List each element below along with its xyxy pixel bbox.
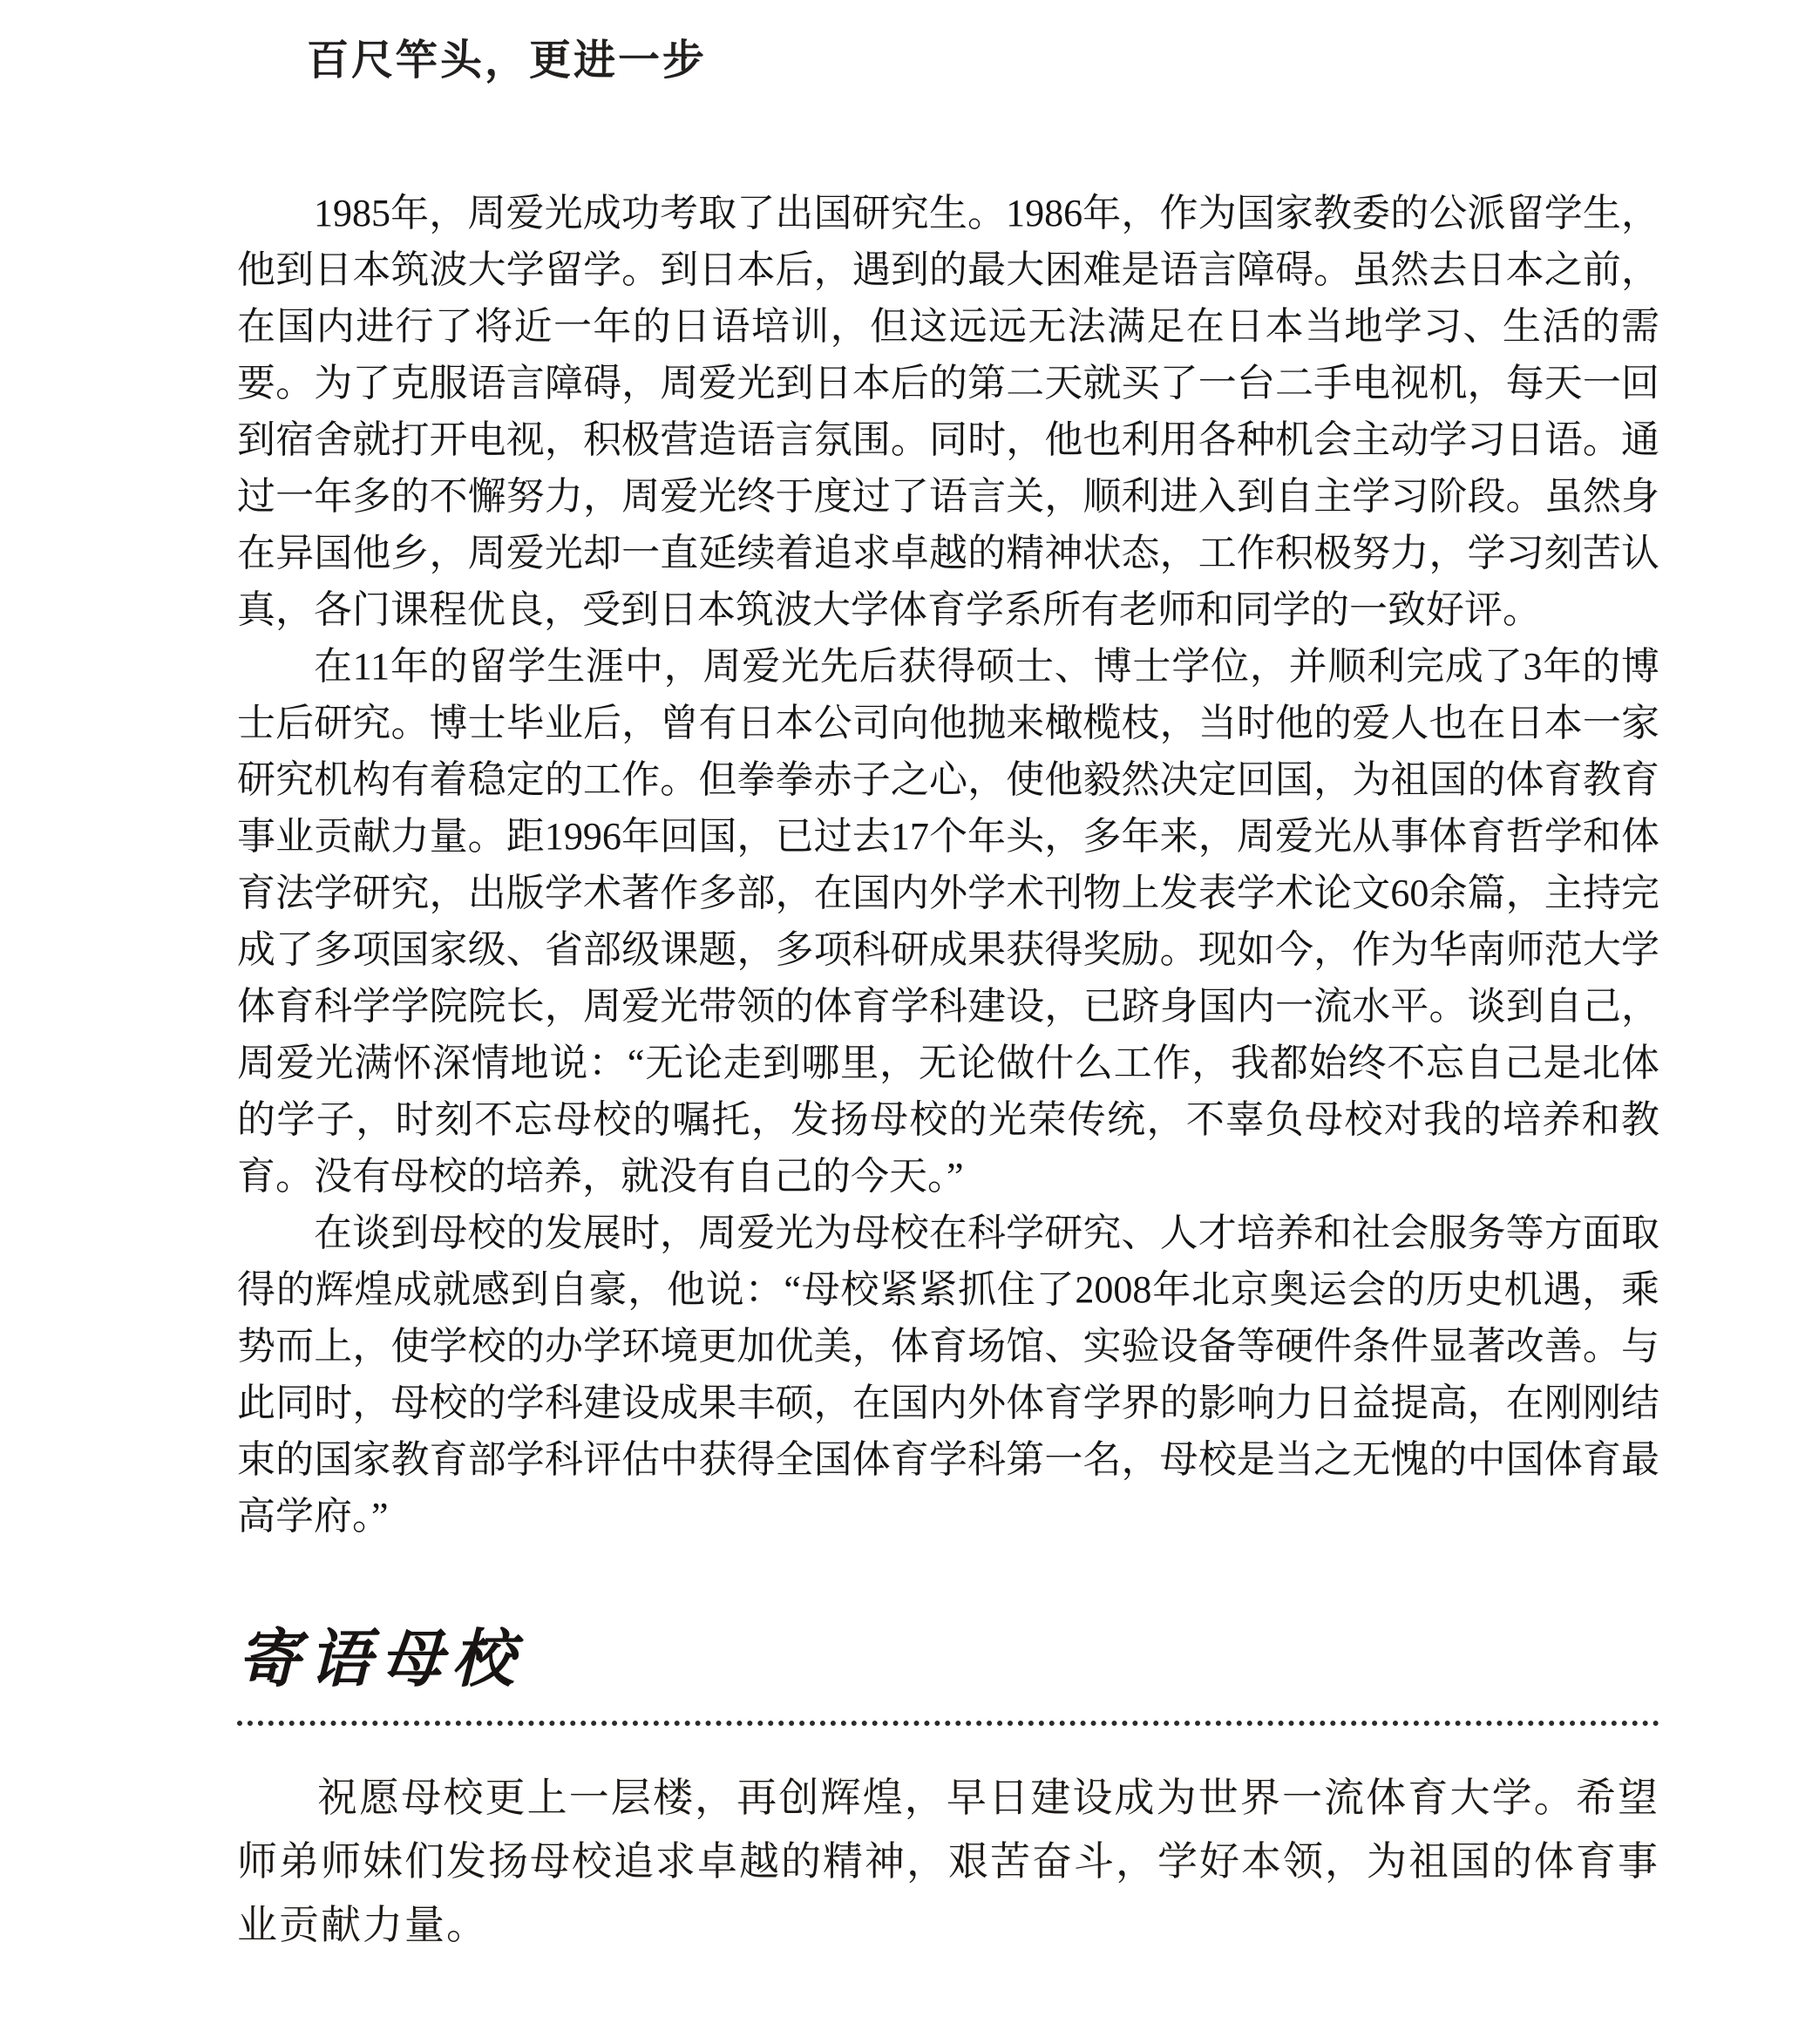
section-heading-calligraphy: 寄语母校 (237, 1625, 524, 1694)
chapter-title: 百尺竿头，更进一步 (307, 36, 708, 85)
paragraph-study-abroad: 1985年，周爱光成功考取了出国研究生。1986年，作为国家教委的公派留学生，他到日本筑波大学留学。到日本后，遇到的最大困难是语言障碍。虽然去日本之前，在国内进行了将近一年的日语培训，但这远远无法满足在日本当地学习、生活的需要。为了克服语言障碍，周爱光到日本后的第二天就买了一台二手电视机，每天一回到宿舍就打开电视，积极营造语言氛围。同时，他也利用各种机会主动学习日语。通过一年多的不懈努力，周爱光终于度过了语言关，顺利进入到自主学习阶段。虽然身在异国他乡，周爱光却一直延续着追求卓越的精神状态，工作积极努力，学习刻苦认真，各门课程优良，受到日本筑波大学体育学系所有老师和同学的一致好评。 (237, 192, 1659, 631)
wish-paragraph: 祝愿母校更上一层楼，再创辉煌，早日建设成为世界一流体育大学。希望师弟师妹们发扬母校追求卓越的精神，艰苦奋斗，学好本领，为祖国的体育事业贡献力量。 (237, 1776, 1659, 1947)
dotted-divider (237, 1721, 1659, 1726)
paragraph-return-to-china: 在11年的留学生涯中，周爱光先后获得硕士、博士学位，并顺利完成了3年的博士后研究。博士毕业后，曾有日本公司向他抛来橄榄枝，当时他的爱人也在日本一家研究机构有着稳定的工作。但拳拳赤子之心，使他毅然决定回国，为祖国的体育教育事业贡献力量。距1996年回国，已过去17个年头，多年来，周爱光从事体育哲学和体育法学研究，出版学术著作多部，在国内外学术刊物上发表学术论文60余篇，主持完成了多项国家级、省部级课题，多项科研成果获得奖励。现如今，作为华南师范大学体育科学学院院长，周爱光带领的体育学科建设，已跻身国内一流水平。谈到自己，周爱光满怀深情地说：“无论走到哪里，无论做什么工作，我都始终不忘自己是北体的学子，时刻不忘母校的嘱托，发扬母校的光荣传统，不辜负母校对我的培养和教育。没有母校的培养，就没有自己的今天。” (237, 645, 1659, 1198)
chapter-body (237, 185, 1659, 1545)
paragraph-alma-mater-development: 在谈到母校的发展时，周爱光为母校在科学研究、人才培养和社会服务等方面取得的辉煌成就感到自豪，他说：“母校紧紧抓住了2008年北京奥运会的历史机遇，乘势而上，使学校的办学环境更加优美，体育场馆、实验设备等硬件条件显著改善。与此同时，母校的学科建设成果丰硕，在国内外体育学界的影响力日益提高，在刚刚结束的国家教育部学科评估中获得全国体育学科第一名，母校是当之无愧的中国体育最高学府。” (237, 1212, 1659, 1538)
